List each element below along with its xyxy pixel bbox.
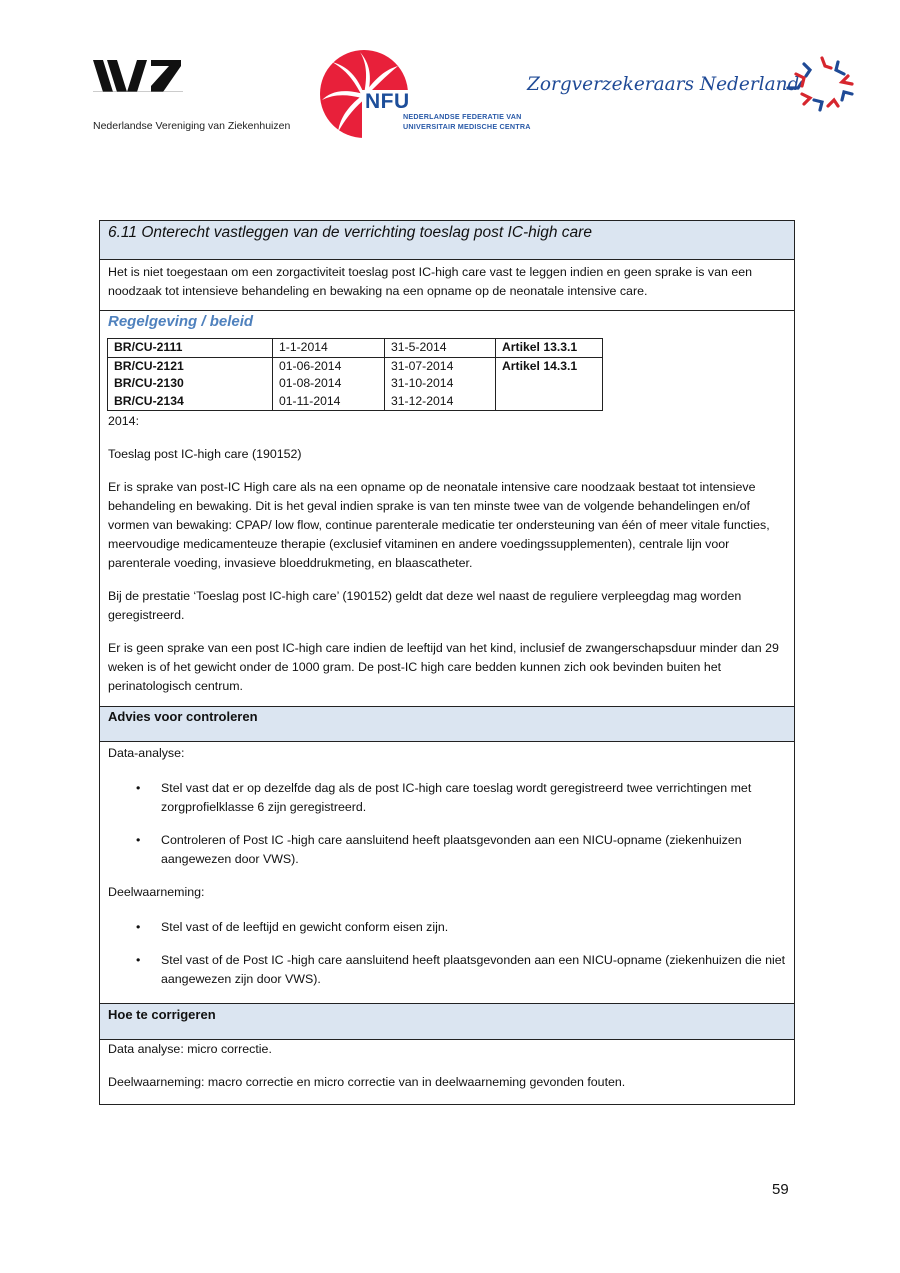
bullet-icon: • [136, 833, 141, 847]
rule-end-date: 31-07-2014 31-10-2014 31-12-2014 [385, 357, 496, 411]
rules-table [107, 338, 603, 411]
rule-end-date: 31-5-2014 [385, 339, 496, 358]
nfu-logo [318, 48, 531, 140]
nvz-logo [93, 60, 313, 140]
nvz-caption: Nederlandse Vereniging van Ziekenhuizen [93, 120, 291, 132]
list-item: • Stel vast of de leeftijd en gewicht conform eisen zijn. [108, 918, 786, 937]
zn-logo [527, 54, 867, 124]
zn-figures-icon [782, 54, 864, 116]
rule-start-date: 01-06-2014 01-08-2014 01-11-2014 [273, 357, 385, 411]
deelwaarneming-label: Deelwaarneming: [108, 885, 205, 899]
advies-heading: Advies voor controleren [108, 709, 258, 724]
rules-table-row [108, 339, 603, 358]
intro-text: Het is niet toegestaan om een zorgactiviteit toeslag post IC-high care vast te leggen indien en geen sprake is van een noodzaak tot intensieve behandeling en bewaking na een opname op de neonatale intensive care. [108, 265, 753, 298]
rule-article: Artikel 13.3.1 [496, 339, 603, 358]
corrigeren-heading-row [100, 1003, 794, 1039]
section-title: 6.11 Onterecht vastleggen van de verrichting toeslag post IC-high care [108, 224, 592, 241]
rule-code: BR/CU-2111 [108, 339, 273, 358]
nfu-line-1: NEDERLANDSE FEDERATIE VAN [403, 112, 522, 121]
rule-code: BR/CU-2121 BR/CU-2130 BR/CU-2134 [108, 357, 273, 411]
bullet-icon: • [136, 953, 141, 967]
paragraph: Toeslag post IC-high care (190152) [108, 447, 302, 461]
data-analyse-list [108, 779, 786, 869]
regelgeving-row [100, 310, 794, 706]
list-item: • Stel vast of de Post IC -high care aansluitend heeft plaatsgevonden aan een NICU-opname (ziekenhuizen die niet aangewezen zijn door VWS). [136, 953, 786, 986]
zn-name: Zorgverzekeraars Nederland [527, 74, 800, 95]
regelgeving-heading: Regelgeving / beleid [108, 313, 254, 330]
advies-body [100, 741, 794, 1003]
list-item: • Stel vast dat er op dezelfde dag als de post IC-high care toeslag wordt geregistreerd twee verrichtingen met zorgprofielklasse 6 zijn geregistreerd. [136, 781, 752, 814]
bullet-icon: • [136, 920, 141, 934]
list-item: • Controleren of Post IC -high care aansluitend heeft plaatsgevonden aan een NICU-opname (ziekenhuizen aangewezen door VWS). [136, 833, 742, 866]
paragraph: Bij de prestatie ‘Toeslag post IC-high care’ (190152) geldt dat deze wel naast de reguliere verpleegdag mag worden geregistreerd. [108, 589, 742, 622]
paragraph: Er is sprake van post-IC High care als na een opname op de neonatale intensive care noodzaak bestaat tot intensieve behandeling en bewaking. Dit is het geval indien sprake is van ten minste twee van de volgende behandelingen en/of vormen van bewaking: CPAP/ low flow, continue parenterale medicatie ter ondersteuning van één of meer vitale functies, meervoudige medicamenteuze therapie (exclusief vitaminen en andere voedingssupplementen), centrale lijn voor parenterale voeding, invasieve bloeddrukmeting, en blaascatheter. [108, 480, 770, 570]
bullet-icon: • [136, 781, 141, 795]
section-title-row [100, 221, 794, 259]
corrigeren-heading: Hoe te corrigeren [108, 1007, 216, 1022]
page-number: 59 [772, 1181, 789, 1198]
regelgeving-body [100, 411, 794, 706]
deelwaarneming-list [108, 918, 786, 989]
data-analyse-label: Data-analyse: [108, 746, 185, 760]
paragraph: Er is geen sprake van een post IC-high care indien de leeftijd van het kind, inclusief de zwangerschapsduur minder dan 29 weken is of het gewicht onder de 1000 gram. De post-IC high care bedden kunnen zich ook bevinden buiten het perinatologisch centrum. [108, 641, 779, 693]
advies-heading-row [100, 706, 794, 741]
corrigeren-body [100, 1039, 794, 1104]
section-intro [100, 259, 794, 310]
rules-table-row [108, 357, 603, 411]
nvz-logo-mark [93, 60, 183, 92]
rule-start-date: 1-1-2014 [273, 339, 385, 358]
nfu-letters: NFU [365, 90, 410, 113]
rule-article: Artikel 14.3.1 [496, 357, 603, 411]
year-label: 2014: [108, 414, 140, 428]
corrigeren-line: Data analyse: micro correctie. [108, 1042, 272, 1056]
corrigeren-line: Deelwaarneming: macro correctie en micro correctie van in deelwaarneming gevonden fouten. [108, 1075, 626, 1089]
section-table [99, 220, 795, 1105]
nfu-line-2: UNIVERSITAIR MEDISCHE CENTRA [403, 122, 531, 131]
